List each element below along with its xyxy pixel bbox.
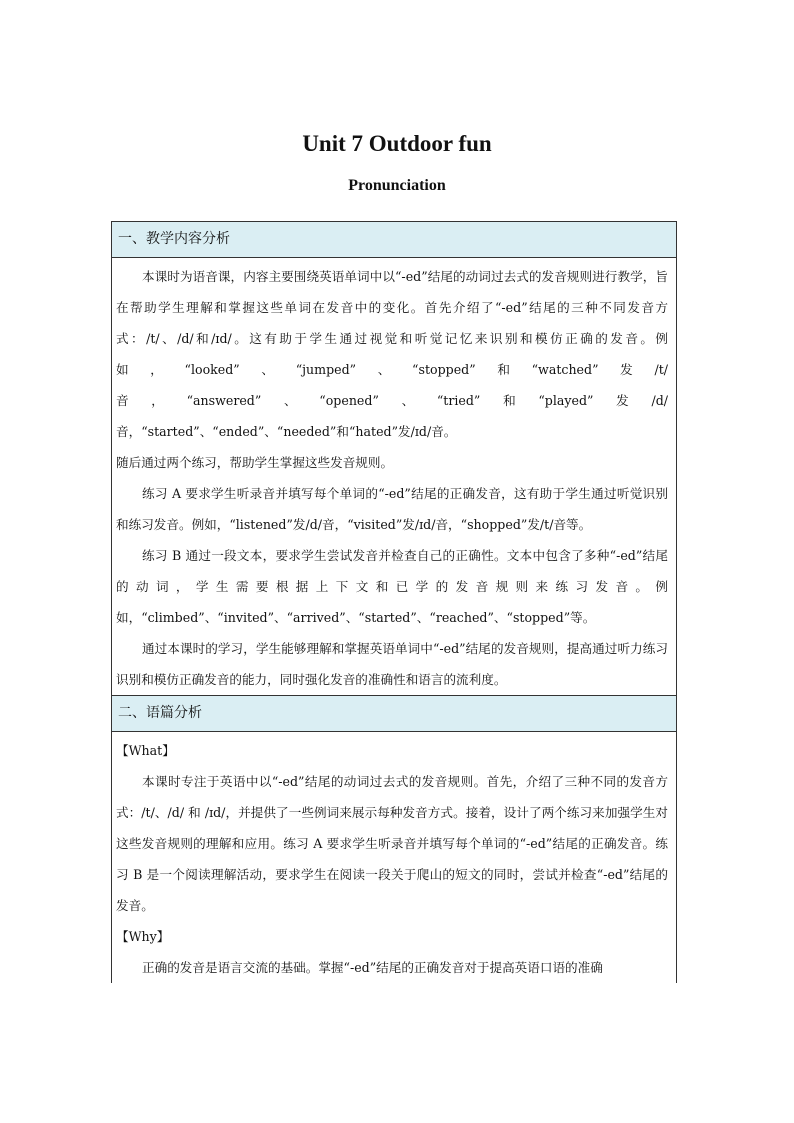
paragraph: 练习 B 通过一段文本，要求学生尝试发音并检查自己的正确性。文本中包含了多种“-ed”结尾的动词，学生需要根据上下文和已学的发音规则来练习发音。例如，“climbed”、“invited”、“arrived”、“started”、“reached”、“stopped”等。: [116, 548, 668, 625]
paragraph: 练习 A 要求学生听录音并填写每个单词的“-ed”结尾的正确发音，这有助于学生通过听觉识别和练习发音。例如，“listened”发/d/音，“visited”发/ɪd/音，“shopped”发/t/音等。: [116, 486, 668, 532]
section-body-content-analysis: [112, 258, 676, 696]
what-label: 【What】: [116, 743, 175, 758]
paragraph: 本课时为语音课，内容主要围绕英语单词中以“-ed”结尾的动词过去式的发音规则进行教学，旨在帮助学生理解和掌握这些单词在发音中的变化。首先介绍了“-ed”结尾的三种不同发音方式：/t/、/d/和/ɪd/。这有助于学生通过视觉和听觉记忆来识别和模仿正确的发音。例如，“looked”、“jumped”、“stopped”和“watched”发/t/音，“answered”、“opened”、“tried”和“played”发/d/音，“started”、“ended”、“needed”和“hated”发/ɪd/音。: [116, 269, 668, 439]
lesson-analysis-table: [111, 221, 677, 983]
section-body-discourse-analysis: [112, 732, 676, 983]
paragraph: 随后通过两个练习，帮助学生掌握这些发音规则。: [116, 455, 394, 470]
paragraph: 通过本课时的学习，学生能够理解和掌握英语单词中“-ed”结尾的发音规则，提高通过听力练习识别和模仿正确发音的能力，同时强化发音的准确性和语言的流利度。: [116, 641, 668, 687]
document-subtitle: Pronunciation: [348, 177, 446, 194]
section-header-content-analysis: 一、教学内容分析: [112, 222, 676, 258]
document-title: Unit 7 Outdoor fun: [302, 131, 492, 156]
why-label: 【Why】: [116, 929, 170, 944]
section-header-discourse-analysis: 二、语篇分析: [112, 696, 676, 732]
why-paragraph: 正确的发音是语言交流的基础。掌握“-ed”结尾的正确发音对于提高英语口语的准确: [142, 960, 603, 975]
what-paragraph: 本课时专注于英语中以“-ed”结尾的动词过去式的发音规则。首先，介绍了三种不同的发音方式：/t/、/d/ 和 /ɪd/，并提供了一些例词来展示每种发音方式。接着，设计了两个练习来加强学生对这些发音规则的理解和应用。练习 A 要求学生听录音并填写每个单词的“-ed”结尾的正确发音。练习 B 是一个阅读理解活动，要求学生在阅读一段关于爬山的短文的同时，尝试并检查“-ed”结尾的发音。: [116, 774, 668, 913]
